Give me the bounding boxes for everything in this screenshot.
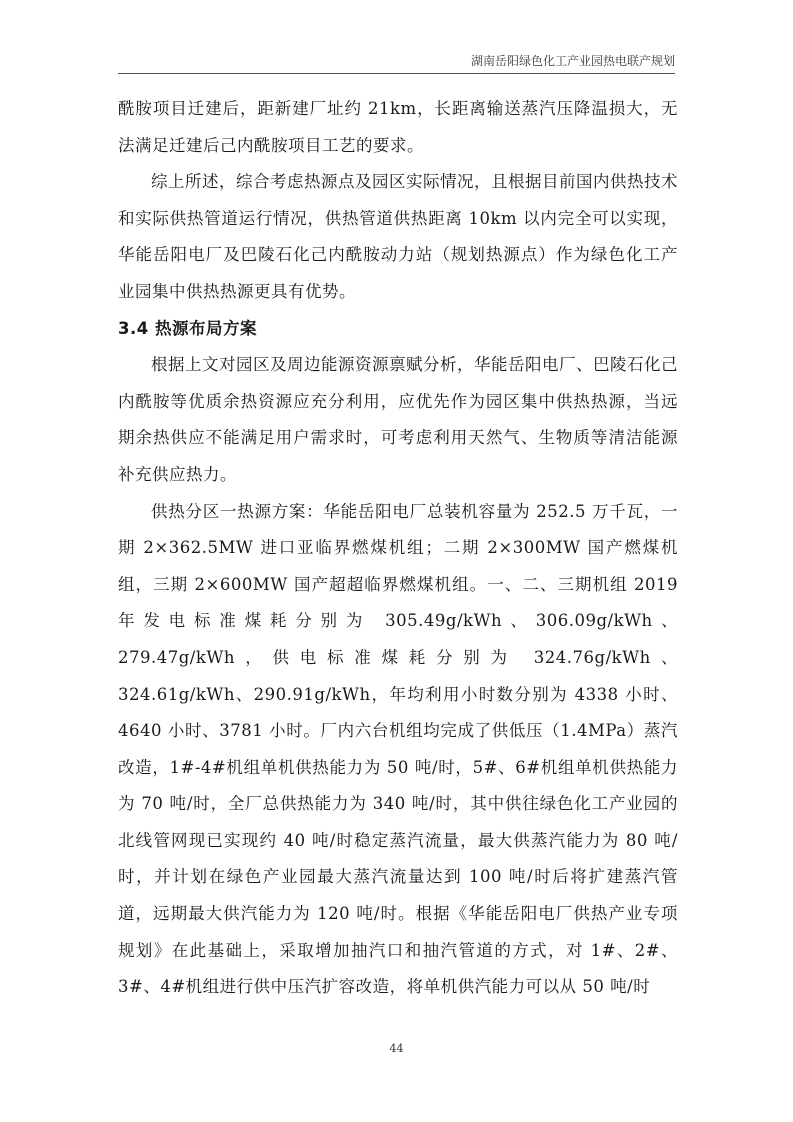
paragraph-summary: 综上所述，综合考虑热源点及园区实际情况，且根据目前国内供热技术和实际供热管道运行情况，供热管道供热距离 10km 以内完全可以实现，华能岳阳电厂及巴陵石化己内酰胺动力站（规划热源点）作为绿色化工产业园集中供热热源更具有优势。 <box>118 172 678 301</box>
page-body <box>118 91 678 1006</box>
paragraph-continuation: 酰胺项目迁建后，距新建厂址约 21km，长距离输送蒸汽压降温损大，无法满足迁建后己内酰胺项目工艺的要求。 <box>118 99 678 155</box>
section-heading: 3.4 热源布局方案 <box>118 318 257 338</box>
page-number: 44 <box>389 1042 404 1055</box>
running-header: 湖南岳阳绿色化工产业园热电联产规划 <box>470 54 675 68</box>
paragraph-zone-one-plan: 供热分区一热源方案：华能岳阳电厂总装机容量为 252.5 万千瓦，一期 2×362.5MW 进口亚临界燃煤机组；二期 2×300MW 国产燃煤机组，三期 2×600MW 国产超超临界燃煤机组。一、二、三期机组 2019 年发电标准煤耗分别为 305.49g/kWh、306.09g/kWh、279.47g/kWh，供电标准煤耗分别为 324.76g/kWh、324.61g/kWh、290.91g/kWh，年均利用小时数分别为 4338 小时、4640 小时、3781 小时。厂内六台机组均完成了供低压（1.4MPa）蒸汽改造，1#-4#机组单机供热能力为 50 吨/时，5#、6#机组单机供热能力为 70 吨/时，全厂总供热能力为 340 吨/时，其中供往绿色化工产业园的北线管网现已实现约 40 吨/时稳定蒸汽流量，最大供蒸汽能力为 80 吨/时，并计划在绿色产业园最大蒸汽流量达到 100 吨/时后将扩建蒸汽管道，远期最大供汽能力为 120 吨/时。根据《华能岳阳电厂供热产业专项规划》在此基础上，采取增加抽汽口和抽汽管道的方式，对 1#、2#、3#、4#机组进行供中压汽扩容改造，将单机供汽能力可以从 50 吨/时 <box>118 501 678 997</box>
header-divider <box>118 73 675 74</box>
paragraph-heat-source-layout: 根据上文对园区及周边能源资源禀赋分析，华能岳阳电厂、巴陵石化己内酰胺等优质余热资源应充分利用，应优先作为园区集中供热热源，当远期余热供应不能满足用户需求时，可考虑利用天然气、生物质等清洁能源补充供应热力。 <box>118 355 678 484</box>
